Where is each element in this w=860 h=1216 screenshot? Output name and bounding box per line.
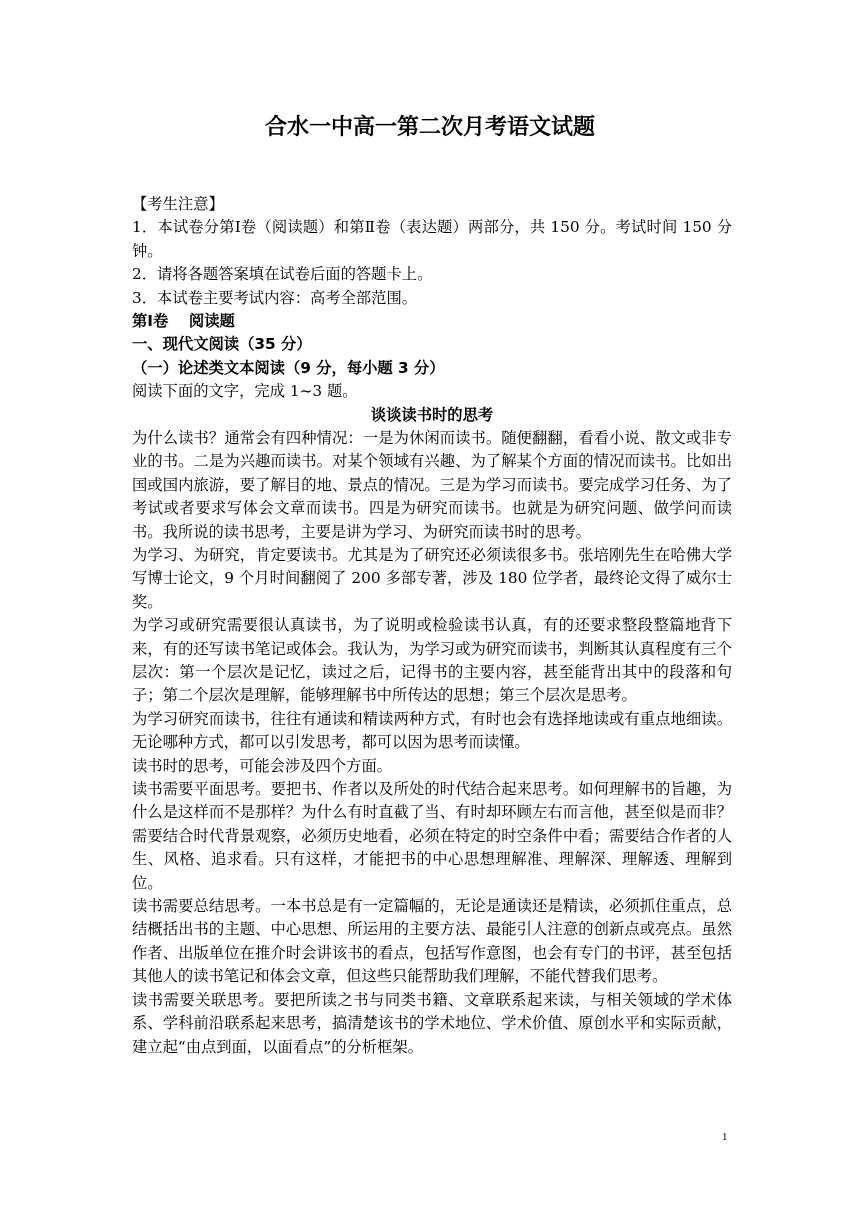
article-paragraph: 为什么读书？通常会有四种情况：一是为休闲而读书。随便翻翻，看看小说、散文或非专业的书。二是为兴趣而读书。对某个领域有兴趣、为了解某个方面的情况而读书。比如出国或国内旅游，要了解目的地、景点的情况。三是为学习而读书。要完成学习任务、为了考试或者要求写体会文章而读书。四是为研究而读书。也就是为研究问题、做学问而读书。我所说的读书思考，主要是讲为学习、为研究而读书时的思考。 bbox=[132, 428, 732, 541]
page-number: 1 bbox=[722, 1131, 728, 1143]
article-paragraph: 读书时的思考，可能会涉及四个方面。 bbox=[132, 756, 393, 775]
article-paragraph: 为学习、为研究，肯定要读书。尤其是为了研究还必须读很多书。张培刚先生在哈佛大学写博士论文，9 个月时间翻阅了 200 多部专著，涉及 180 位学者，最终论文得了威尔士奖。 bbox=[132, 545, 732, 611]
notice-item-1: 1．本试卷分第Ⅰ卷（阅读题）和第Ⅱ卷（表达题）两部分，共 150 分。考试时间 150 分钟。 bbox=[132, 218, 732, 260]
article-paragraph: 读书需要平面思考。要把书、作者以及所处的时代结合起来思考。如何理解书的旨趣，为什么是这样而不是那样？为什么有时直截了当、有时却环顾左右而言他，甚至似是而非？需要结合时代背景观察，必须历史地看，必须在特定的时空条件中看；需要结合作者的人生、风格、追求看。只有这样，才能把书的中心思想理解准、理解深、理解透、理解到位。 bbox=[132, 780, 732, 892]
subsection-heading: （一）论述类文本阅读（9 分，每小题 3 分） bbox=[132, 358, 445, 377]
part-heading: 第Ⅰ卷 阅读题 bbox=[132, 311, 235, 330]
article-paragraph: 为学习研究而读书，往往有通读和精读两种方式，有时也会有选择地读或有重点地细读。无论哪种方式，都可以引发思考，都可以因为思考而读懂。 bbox=[132, 709, 732, 752]
notice-item-3: 3．本试卷主要考试内容：高考全部范围。 bbox=[132, 288, 418, 307]
article-paragraph: 读书需要总结思考。一本书总是有一定篇幅的，无论是通读还是精读，必须抓住重点，总结概括出书的主题、中心思想、所运用的主要方法、最能引人注意的创新点或亮点。虽然作者、出版单位在推介时会讲该书的看点，包括写作意图，也会有专门的书评，甚至包括其他人的读书笔记和体会文章，但这些只能帮助我们理解，不能代替我们思考。 bbox=[132, 897, 732, 986]
notice-header: 【考生注意】 bbox=[132, 195, 224, 213]
document-body bbox=[132, 193, 732, 1059]
article-paragraph: 读书需要关联思考。要把所读之书与同类书籍、文章联系起来读，与相关领域的学术体系、学科前沿联系起来思考，搞清楚该书的学术地位、学术价值、原创水平和实际贡献，建立起“由点到面，以面看点”的分析框架。 bbox=[132, 990, 732, 1056]
reading-instruction: 阅读下面的文字，完成 1~3 题。 bbox=[132, 382, 358, 401]
page-title: 合水一中高一第二次月考语文试题 bbox=[264, 115, 595, 140]
article-paragraph: 为学习或研究需要很认真读书，为了说明或检验读书认真，有的还要求整段整篇地背下来，有的还写读书笔记或体会。我认为，为学习或为研究而读书，判断其认真程度有三个层次：第一个层次是记忆，读过之后，记得书的主要内容，甚至能背出其中的段落和句子；第二个层次是理解，能够理解书中所传达的思想；第三个层次是思考。 bbox=[132, 616, 732, 705]
notice-item-2: 2．请将各题答案填在试卷后面的答题卡上。 bbox=[132, 265, 433, 284]
section-heading: 一、现代文阅读（35 分） bbox=[132, 335, 312, 354]
article-title: 谈谈读书时的思考 bbox=[370, 405, 494, 424]
